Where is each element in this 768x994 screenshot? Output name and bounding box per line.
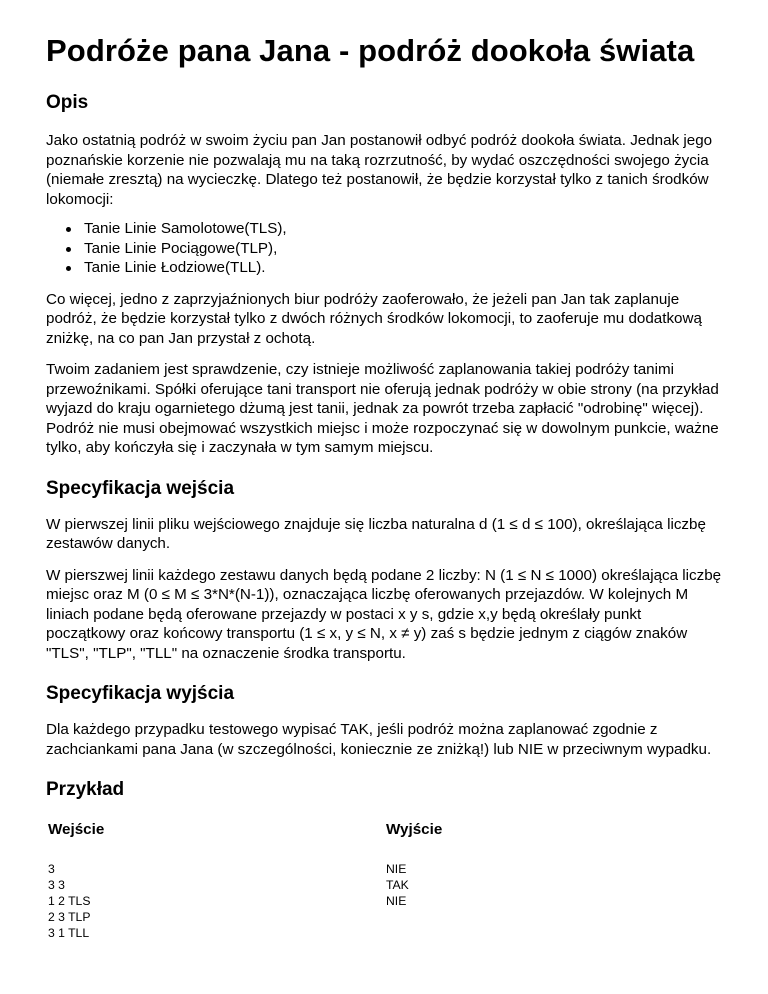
heading-output-spec: Specyfikacja wyjścia [46, 683, 235, 704]
paragraph-task: Twoim zadaniem jest sprawdzenie, czy istnieje możliwość zaplanowania takiej podróży tanimi przewoźnikami. Spółki oferujące tani transport nie oferują jednak podróży w obie strony (na przykład wyjazd do kraju ogarnietego dżumą jest tanii, jednak za powrót trzeba zapłacić "odrobinę" więcej). Podróż nie musi obejmować wszystkich miejsc i może rozpoczynać się w dowolnym punkcie, ważne tylko, aby kończyła się i zaczynała w tym samym miejscu. [46, 361, 719, 456]
code-line: TAK [386, 878, 409, 892]
heading-example: Przykład [46, 779, 125, 800]
code-line: 3 1 TLL [48, 926, 90, 940]
example-input-code [46, 861, 384, 941]
heading-opis: Opis [46, 92, 89, 113]
code-line: 1 2 TLS [48, 894, 91, 908]
code-line: 2 3 TLP [48, 910, 91, 924]
example-block [46, 820, 722, 941]
code-line: NIE [386, 862, 407, 876]
list-item: Tanie Linie Samolotowe(TLS), [84, 219, 722, 239]
transport-list [46, 219, 722, 278]
paragraph-intro: Jako ostatnią podróż w swoim życiu pan Jan postanowił odbyć podróż dookoła świata. Jednak jego poznańskie korzenie nie pozwalają mu na taką rozrzutność, by wydać oszczędności swojego życia (niemałe zresztą) na wycieczkę. Dlatego też postanowił, że będzie korzystał tylko z tanich środków lokomocji: [46, 132, 713, 208]
code-line: 3 [48, 862, 55, 876]
example-input-column [46, 820, 384, 941]
example-input-label: Wejście [48, 821, 105, 838]
heading-input-spec: Specyfikacja wejścia [46, 477, 235, 499]
paragraph-input-spec-1: W pierwszej linii pliku wejściowego znajduje się liczba naturalna d (1 ≤ d ≤ 100), określająca liczbę zestawów danych. [46, 515, 706, 552]
paragraph-output-spec: Dla każdego przypadku testowego wypisać TAK, jeśli podróż można zaplanować zgodnie z zachciankami pana Jana (w szczególności, koniecznie ze zniżką!) lub NIE w przeciwnym wypadku. [46, 721, 712, 758]
example-output-code [384, 861, 584, 909]
paragraph-input-spec-2: W pierszwej linii każdego zestawu danych będą podane 2 liczby: N (1 ≤ N ≤ 1000) określająca liczbę miejsc oraz M (0 ≤ M ≤ 3*N*(N-1)), oznaczająca liczbę oferowanych przejazdów. W kolejnych M liniach podane będą oferowane przejazdy w postaci x y s, gdzie x,y będą określały punkt początkowy oraz końcowy transportu (1 ≤ x, y ≤ N, x ≠ y) zaś s będzie jednym z ciągów znaków "TLS", "TLP", "TLL" na oznaczenie środka transportu. [46, 566, 722, 662]
example-output-column [384, 820, 584, 941]
paragraph-offer: Co więcej, jedno z zaprzyjaźnionych biur podróży zaoferowało, że jeżeli pan Jan tak zaplanuje podróż, że będzie korzystał tylko z dwóch różnych środków lokomocji, to zaoferuje mu dodatkową zniżkę, na co pan Jan przystał z ochotą. [46, 290, 702, 347]
code-line: NIE [386, 894, 407, 908]
example-output-label: Wyjście [386, 821, 443, 838]
list-item: Tanie Linie Łodziowe(TLL). [84, 258, 722, 278]
page-title: Podróże pana Jana - podróż dookoła świata [46, 33, 695, 68]
code-line: 3 3 [48, 878, 65, 892]
list-item: Tanie Linie Pociągowe(TLP), [84, 239, 722, 259]
